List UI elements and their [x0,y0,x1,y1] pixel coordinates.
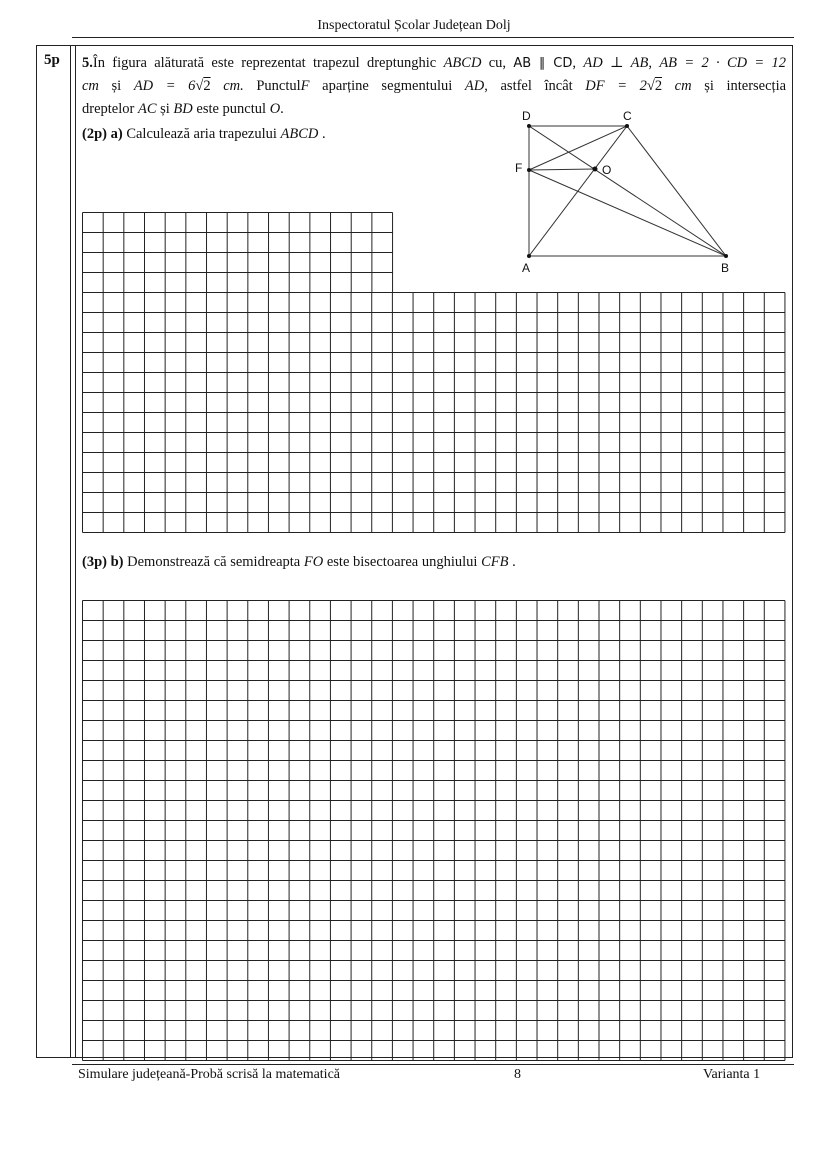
statement-line-1: 5.În figura alăturată este reprezentat trapezul dreptunghic ABCD cu, AB ∥ CD, AD ⊥ AB, AB = 2 · CD = 12 [82,55,787,71]
statement-text: și [160,101,170,117]
parallel-relation: AB ∥ CD [513,56,573,71]
page-header: Inspectoratul Școlar Județean Dolj [317,18,511,33]
point-a [527,254,531,258]
ad-length: AD = 6√2 [133,78,211,94]
trapezoid-name: ABCD [443,55,482,71]
question-letter: b) [110,554,124,570]
statement-text: În figura alăturată este reprezentat trapezul dreptunghic [92,55,437,71]
statement-text: și [111,78,122,94]
question-points: (3p) [82,554,107,570]
question-letter: a) [110,126,123,142]
point-b [724,254,728,258]
length-relation: AB = 2 · CD = 12 [659,55,787,71]
segment-cb [627,126,726,256]
variant-label: Varianta 1 [703,1067,761,1082]
shape-name: ABCD [280,126,319,142]
label-a: A [522,261,531,275]
segment-fc [529,126,627,170]
unit: cm. [223,78,244,94]
point-f [527,168,531,172]
unit: cm [674,78,692,94]
angle-name: CFB [481,554,509,570]
segment-db [529,126,726,256]
footer-title: Simulare județeană-Probă scrisă la matematică [78,1067,341,1082]
df-length: DF = 2√2 [585,78,663,94]
page-number: 8 [514,1067,521,1082]
statement-text: cu, [488,55,507,71]
question-a: (2p) a) Calculează aria trapezului ABCD . [82,126,326,142]
question-points: (2p) [82,126,107,142]
label-d: D [522,109,531,123]
point-name: F [300,78,310,94]
question-b: (3p) b) Demonstrează că semidreapta FO este bisectoarea unghiului CFB . [82,554,516,570]
perpendicular-relation: AD ⊥ AB [583,55,649,71]
statement-line-3: dreptelor AC și BD este punctul O. [82,101,284,117]
line-name: AC [137,101,157,117]
footer-divider [72,1064,794,1065]
point-c [625,124,629,128]
segment-fb [529,170,726,256]
statement-text: și intersecția [704,78,787,94]
label-f: F [515,161,523,175]
question-text: Demonstrează că semidreapta [127,554,301,570]
point-name: O [269,101,281,117]
exercise-number: 5. [82,55,93,71]
line-name: BD [173,101,193,117]
ray-name: FO [303,554,324,570]
statement-text: este punctul [196,101,267,117]
label-o: O [602,163,612,177]
statement-text: dreptelor [82,101,135,117]
exercise-points: 5p [44,52,60,68]
unit: cm [82,78,99,94]
label-c: C [623,109,632,123]
statement-text: aparține segmentului [322,78,453,94]
statement-text: Punctul [256,78,301,94]
point-d [527,124,531,128]
question-text: este bisectoarea unghiului [326,554,478,570]
point-o [593,167,598,172]
statement-text: , astfel încât [484,78,573,94]
segment-fo [529,169,595,170]
question-text: Calculează aria trapezului [126,126,277,142]
segment-name: AD [464,78,485,94]
label-b: B [721,261,730,275]
